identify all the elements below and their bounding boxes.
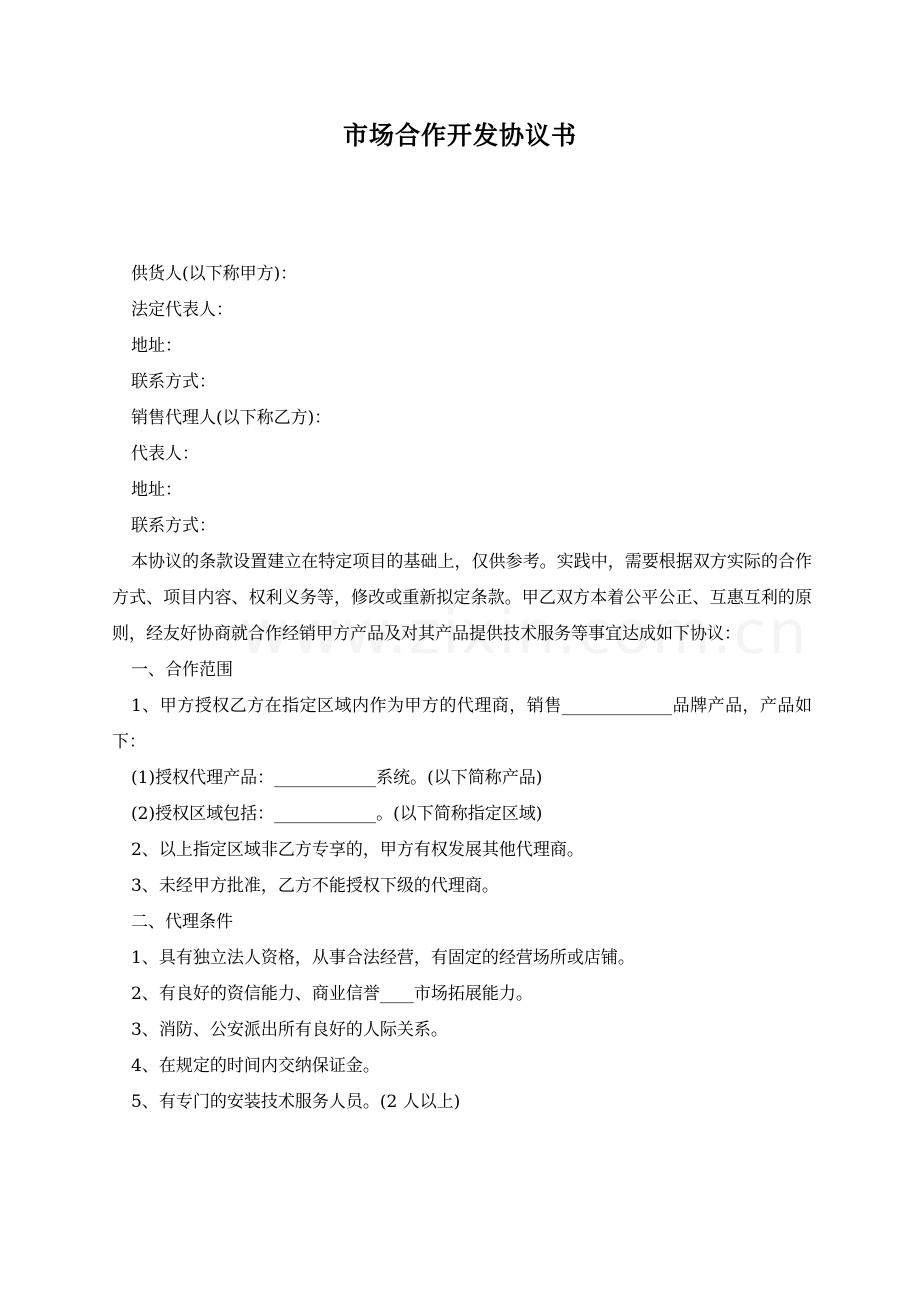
party-b-label: 销售代理人(以下称乙方)： (131, 408, 332, 428)
document-title: 市场合作开发协议书 (342, 121, 577, 150)
preamble-paragraph: 本协议的条款设置建立在特定项目的基础上，仅供参考。实践中，需要根据双方实际的合作方式、项目内容、权利义务等，修改或重新拟定条款。甲乙双方本着公平公正、互惠互利的原则，经友好协商就合作经销甲方产品及对其产品提供技术服务等事宜达成如下协议： (112, 552, 812, 644)
clause-conditions-1: 1、具有独立法人资格，从事合法经营，有固定的经营场所或店铺。 (131, 948, 635, 968)
party-a-contact: 联系方式： (131, 372, 216, 392)
clause-conditions-4: 4、在规定的时间内交纳保证金。 (131, 1056, 380, 1076)
section-heading-conditions: 二、代理条件 (131, 912, 233, 932)
clause-scope-2: 2、以上指定区域非乙方专享的，甲方有权发展其他代理商。 (131, 840, 584, 860)
section-heading-scope: 一、合作范围 (131, 660, 233, 680)
clause-conditions-2: 2、有良好的资信能力、商业信誉____市场拓展能力。 (131, 984, 533, 1004)
clause-scope-1-item-1: (1)授权代理产品：____________系统。(以下简称产品) (131, 768, 543, 788)
clause-scope-3: 3、未经甲方批准，乙方不能授权下级的代理商。 (131, 876, 499, 896)
party-a-address: 地址： (131, 336, 182, 356)
party-a-legal-rep: 法定代表人： (131, 300, 233, 320)
party-b-rep: 代表人： (131, 444, 199, 464)
party-b-address: 地址： (131, 480, 182, 500)
document-body (112, 256, 812, 1120)
clause-scope-1: 1、甲方授权乙方在指定区域内作为甲方的代理商，销售_____________品牌产品，产品如下： (112, 696, 812, 752)
clause-scope-1-item-2: (2)授权区域包括：____________。(以下简称指定区域) (131, 804, 543, 824)
clause-conditions-3: 3、消防、公安派出所有良好的人际关系。 (131, 1020, 448, 1040)
party-a-label: 供货人(以下称甲方)： (131, 264, 298, 284)
clause-conditions-5: 5、有专门的安装技术服务人员。(2 人以上) (131, 1092, 461, 1112)
party-b-contact: 联系方式： (131, 516, 216, 536)
